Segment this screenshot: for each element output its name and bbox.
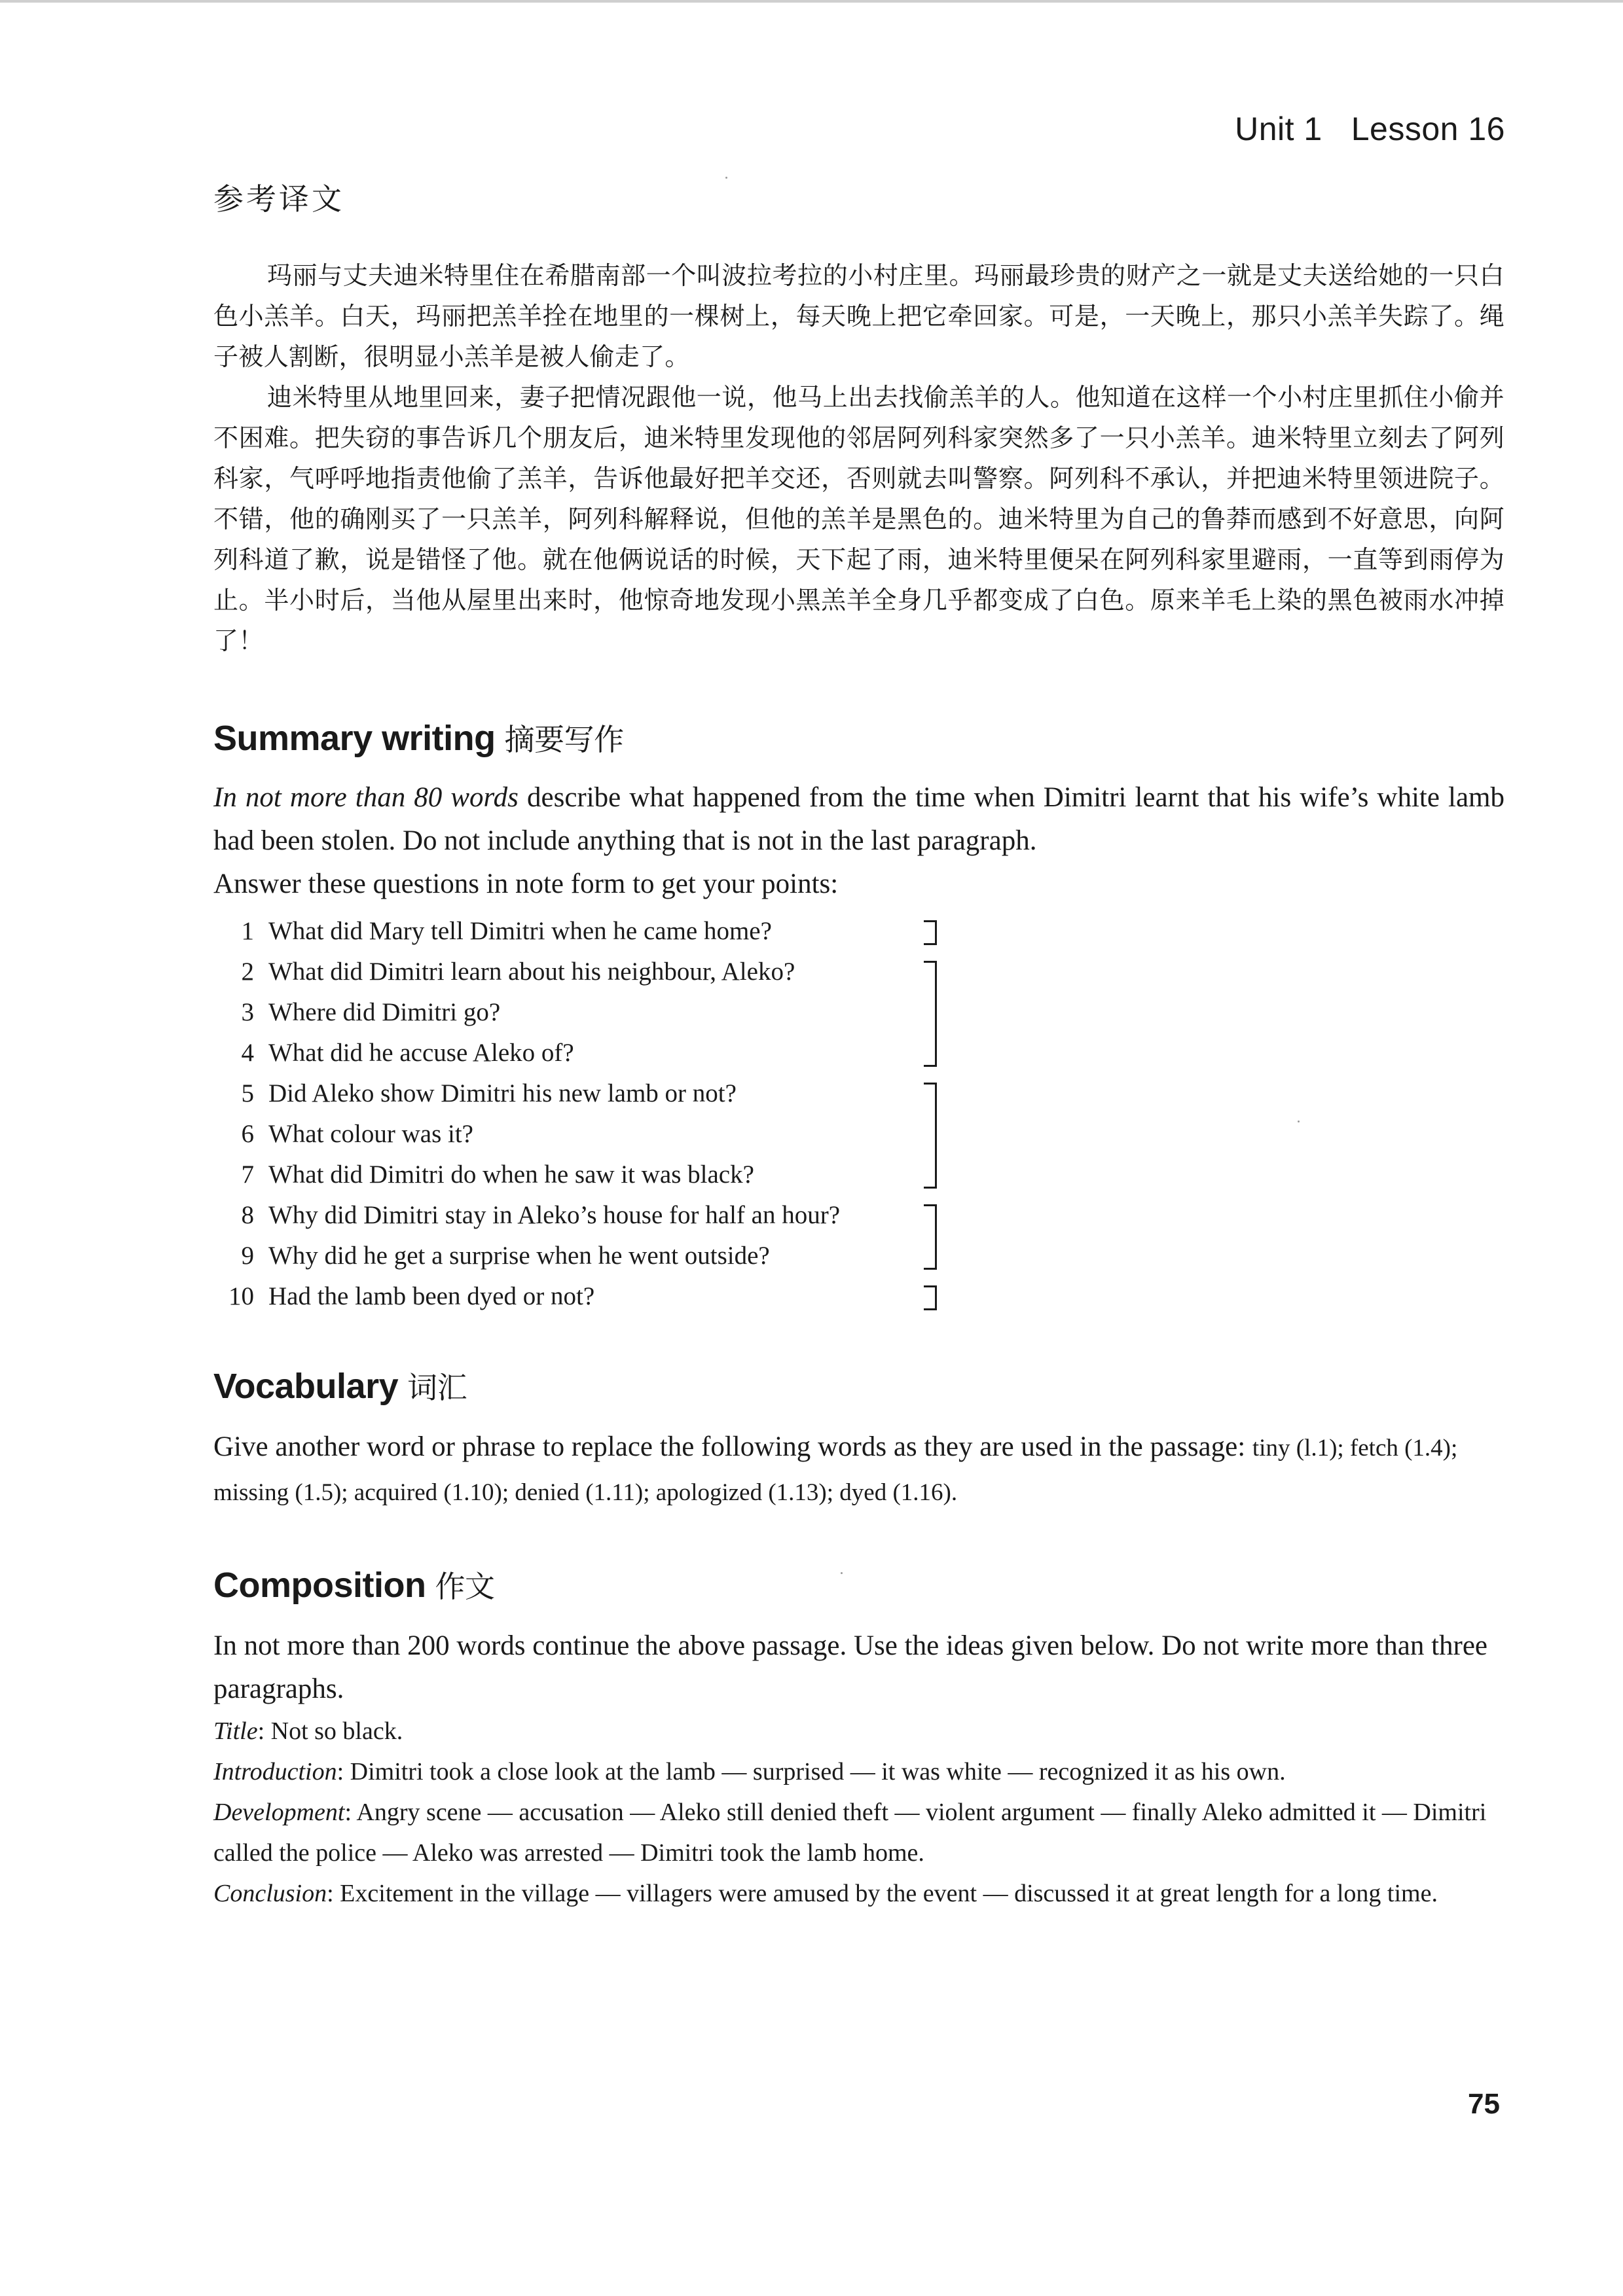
question-group-bracket <box>924 1083 937 1189</box>
summary-writing-title-en: Summary writing <box>213 719 496 758</box>
question-text: Had the lamb been dyed or not? <box>268 1282 595 1310</box>
running-head-lesson: Lesson 16 <box>1351 111 1505 147</box>
vocabulary-title-en: Vocabulary <box>213 1367 399 1406</box>
question-group-bracket <box>924 961 937 1067</box>
composition-introduction-value: : Dimitri took a close look at the lamb — surprised — it was white — recognized it as his own. <box>337 1758 1286 1785</box>
question-item <box>213 911 999 952</box>
summary-writing-title-cn: 摘要写作 <box>504 722 624 757</box>
translation-paragraph-1: 玛丽与丈夫迪米特里住在希腊南部一个叫波拉考拉的小村庄里。玛丽最珍贵的财产之一就是丈夫送给她的一只白色小羔羊。白天，玛丽把羔羊拴在地里的一棵树上，每天晚上把它牵回家。可是，一天晚上，那只小羔羊失踪了。绳子被人割断，很明显小羔羊是被人偷走了。 <box>213 261 1504 371</box>
question-item <box>213 1276 999 1317</box>
summary-note-prompt: Answer these questions in note form to get your points: <box>213 869 839 899</box>
composition-conclusion-value: : Excitement in the village — villagers were amused by the event — discussed it at great length for a long time. <box>327 1880 1438 1907</box>
summary-instruction-italic: In not more than 80 words <box>213 782 519 813</box>
question-group-bracket <box>924 920 937 945</box>
vocabulary-instruction <box>213 1426 1504 1515</box>
summary-writing-title <box>213 716 1504 759</box>
question-text: Why did he get a surprise when he went outside? <box>268 1242 770 1270</box>
question-item <box>213 1155 999 1195</box>
question-number: 9 <box>241 1242 254 1270</box>
question-text: Where did Dimitri go? <box>268 998 501 1026</box>
question-list <box>213 911 999 1317</box>
composition-development-value: : Angry scene — accusation — Aleko still denied theft — violent argument — finally Aleko admitted it — Dimitri called the police — Aleko was arrested — Dimitri took the lamb home. <box>213 1799 1487 1867</box>
question-number: 6 <box>241 1120 254 1148</box>
composition-title-en: Composition <box>213 1566 426 1605</box>
vocabulary-title-cn: 词汇 <box>407 1370 467 1405</box>
question-item <box>213 952 999 992</box>
composition-title <box>213 1563 1504 1606</box>
composition-development-line <box>213 1792 1504 1873</box>
scan-speck <box>725 177 727 179</box>
question-number: 8 <box>241 1201 254 1229</box>
composition-instruction: In not more than 200 words continue the above passage. Use the ideas given below. Do not write more than three paragraphs. <box>213 1630 1488 1704</box>
question-text: What colour was it? <box>268 1120 473 1148</box>
vocabulary-title <box>213 1364 1504 1407</box>
summary-instruction-rest: describe what happened from the time when Dimitri learnt that his wife’s white lamb had been stolen. Do not include anything that is not in the last paragraph. <box>213 782 1504 856</box>
question-text: What did Mary tell Dimitri when he came home? <box>268 917 772 945</box>
summary-instruction <box>213 776 1504 863</box>
question-number: 4 <box>241 1039 254 1067</box>
composition-conclusion-label: Conclusion <box>213 1880 327 1907</box>
question-item <box>213 992 999 1033</box>
page-content <box>213 164 1504 1914</box>
question-text: What did he accuse Aleko of? <box>268 1039 574 1067</box>
page-number: 75 <box>1468 2088 1500 2120</box>
vocabulary-word-list: tiny (l.1); fetch (1.4); missing (1.5); acquired (1.10); denied (1.11); apologized (1.13); dyed (1.16). <box>213 1435 1458 1506</box>
vocabulary-instruction-main: Give another word or phrase to replace the following words as they are used in the passage: <box>213 1431 1252 1462</box>
question-text: What did Dimitri do when he saw it was black? <box>268 1160 754 1189</box>
composition-title-label: Title <box>213 1717 258 1745</box>
composition-conclusion-line <box>213 1873 1504 1914</box>
question-number: 2 <box>241 958 254 986</box>
composition-title-cn: 作文 <box>435 1569 495 1604</box>
scan-speck <box>1298 1121 1300 1122</box>
translation-paragraph-2: 迪米特里从地里回来，妻子把情况跟他一说，他马上出去找偷羔羊的人。他知道在这样一个小村庄里抓住小偷并不困难。把失窃的事告诉几个朋友后，迪米特里发现他的邻居阿列科家突然多了一只小羔羊。迪米特里立刻去了阿列科家，气呼呼地指责他偷了羔羊，告诉他最好把羊交还，否则就去叫警察。阿列科不承认，并把迪米特里领进院子。不错，他的确刚买了一只羔羊，阿列科解释说，但他的羔羊是黑色的。迪米特里为自己的鲁莽而感到不好意思，向阿列科道了歉，说是错怪了他。就在他俩说话的时候，天下起了雨，迪米特里便呆在阿列科家里避雨，一直等到雨停为止。半小时后，当他从屋里出来时，他惊奇地发现小黑羔羊全身几乎都变成了白色。原来羊毛上染的黑色被雨水冲掉了！ <box>213 383 1504 655</box>
composition-development-label: Development <box>213 1799 345 1826</box>
composition-introduction-line <box>213 1751 1504 1792</box>
question-number: 5 <box>241 1079 254 1107</box>
question-item <box>213 1073 999 1114</box>
question-text: What did Dimitri learn about his neighbour, Aleko? <box>268 958 795 986</box>
question-number: 7 <box>241 1160 254 1189</box>
composition-title-line <box>213 1711 1504 1751</box>
scan-speck <box>841 1572 843 1574</box>
top-edge-rule <box>0 0 1623 3</box>
running-head <box>1235 110 1505 148</box>
composition-introduction-label: Introduction <box>213 1758 337 1785</box>
question-group-bracket <box>924 1204 937 1270</box>
question-item <box>213 1114 999 1155</box>
question-number: 3 <box>241 998 254 1026</box>
composition-title-value: : Not so black. <box>257 1717 403 1745</box>
question-item <box>213 1033 999 1073</box>
running-head-unit: Unit 1 <box>1235 111 1322 147</box>
question-number: 1 <box>241 917 254 945</box>
translation-heading: 参考译文 <box>213 181 344 217</box>
question-item <box>213 1236 999 1276</box>
question-number: 10 <box>228 1282 254 1310</box>
question-text: Why did Dimitri stay in Aleko’s house for half an hour? <box>268 1201 841 1229</box>
question-item <box>213 1195 999 1236</box>
question-group-bracket <box>924 1285 937 1310</box>
question-text: Did Aleko show Dimitri his new lamb or not? <box>268 1079 737 1107</box>
